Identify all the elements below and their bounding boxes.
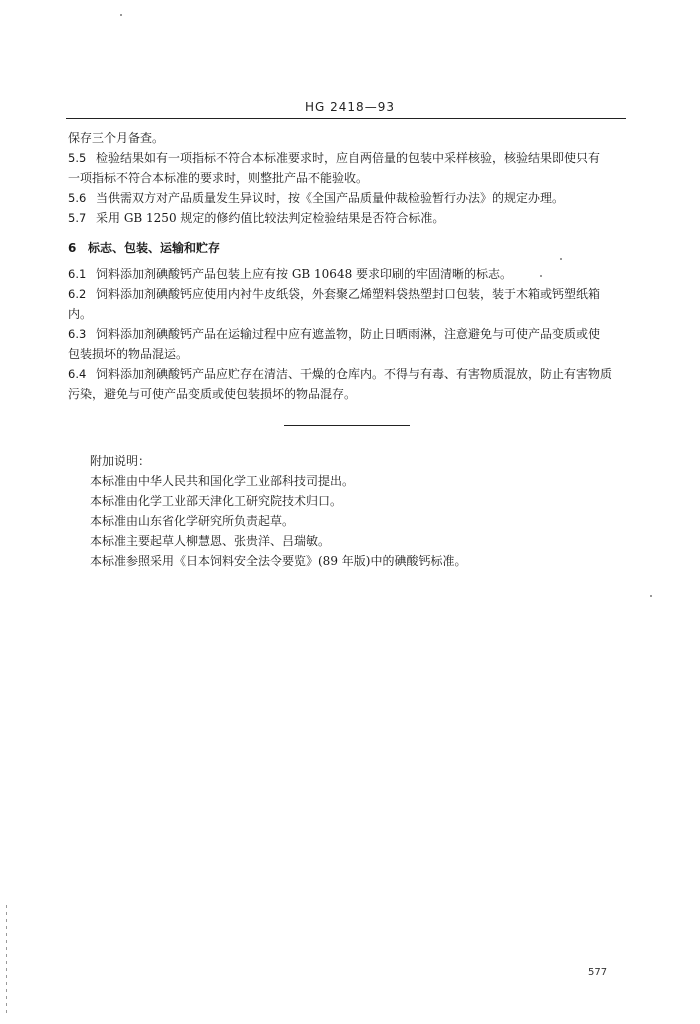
clause-5-7 [68, 208, 628, 228]
scan-speck [120, 14, 122, 16]
section-number: 6 [68, 241, 77, 255]
scan-speck [650, 595, 652, 597]
clause-5-5 [68, 148, 628, 188]
note-line: 本标准由山东省化学研究所负责起草。 [90, 514, 295, 528]
section-6-title [68, 238, 628, 258]
body-text [68, 128, 628, 404]
scan-speck [560, 258, 562, 260]
clause-text: 内。 [68, 307, 93, 321]
scan-edge-mark [6, 905, 7, 1015]
clause-text: 当供需双方对产品质量发生异议时，按《全国产品质量仲裁检验暂行办法》的规定办理。 [96, 191, 565, 205]
clause-6-1 [68, 264, 628, 284]
standard-code-header: HG 2418—93 [305, 100, 395, 114]
header-rule [66, 118, 626, 119]
clause-number: 5.5 [68, 151, 87, 165]
clause-number: 6.3 [68, 327, 87, 341]
clause-text: 饲料添加剂碘酸钙产品在运输过程中应有遮盖物，防止日晒雨淋，注意避免与可使产品变质或使 [96, 327, 601, 341]
clause-5-6 [68, 188, 628, 208]
note-line: 本标准参照采用《日本饲料安全法令要览》(89 年版)中的碘酸钙标准。 [90, 554, 467, 568]
clause-text: 饲料添加剂碘酸钙产品应贮存在清洁、干燥的仓库内。不得与有毒、有害物质混放，防止有害物质 [96, 367, 613, 381]
note-line: 本标准由化学工业部天津化工研究院技术归口。 [90, 494, 343, 508]
clause-text: 检验结果如有一项指标不符合本标准要求时，应自两倍量的包装中采样核验，核验结果即使只有 [96, 151, 601, 165]
clause-text: 污染，避免与可使产品变质或使包装损坏的物品混存。 [68, 387, 357, 401]
clause-number: 6.1 [68, 267, 87, 281]
additional-notes [90, 451, 610, 571]
note-line: 本标准由中华人民共和国化学工业部科技司提出。 [90, 474, 355, 488]
section-title-text: 标志、包装、运输和贮存 [88, 241, 221, 255]
clause-6-4 [68, 364, 628, 404]
clause-6-2 [68, 284, 628, 324]
scan-speck [540, 275, 542, 277]
clause-number: 6.4 [68, 367, 87, 381]
note-line: 本标准主要起草人柳慧恩、张贵洋、吕瑞敏。 [90, 534, 331, 548]
clause-6-3 [68, 324, 628, 364]
clause-text: 包装损坏的物品混运。 [68, 347, 189, 361]
clause-text: 一项指标不符合本标准的要求时，则整批产品不能验收。 [68, 171, 369, 185]
continuation-line: 保存三个月备查。 [68, 131, 165, 145]
section-divider [284, 425, 410, 426]
clause-number: 5.6 [68, 191, 87, 205]
clause-number: 5.7 [68, 211, 87, 225]
clause-text: 饲料添加剂碘酸钙应使用内衬牛皮纸袋，外套聚乙烯塑料袋热塑封口包装，装于木箱或钙塑纸箱 [96, 287, 601, 301]
page-number: 577 [588, 967, 608, 978]
clause-text: 采用 GB 1250 规定的修约值比较法判定检验结果是否符合标准。 [96, 211, 445, 225]
clause-text: 饲料添加剂碘酸钙产品包装上应有按 GB 10648 要求印刷的牢固清晰的标志。 [96, 267, 513, 281]
clause-number: 6.2 [68, 287, 87, 301]
notes-title: 附加说明： [90, 454, 151, 468]
